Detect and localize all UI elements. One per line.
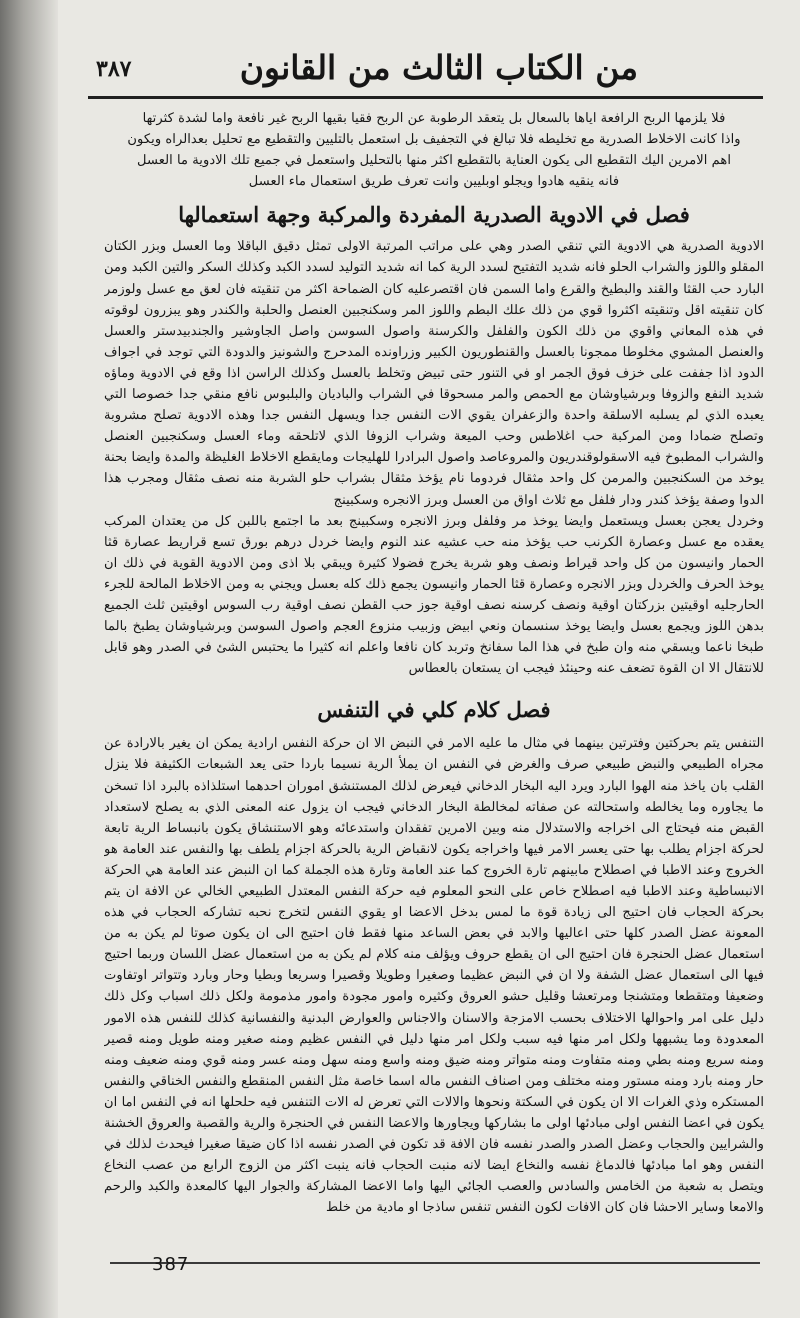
footer-rule [110,1262,760,1264]
page-header [88,46,758,96]
section-paragraph: الادوية الصدرية هي الادوية التي تنقي الصدر وهي على مراتب المرتبة الاولى تمثل دقيق الباقلا وما العسل وبزر الكتان المقلو واللوز والشراب الحلو فانه شديد التفتيح لسدد الرية كما انه شديد التوليد لسدد الكبد وكذلك السكر والتين الكبد ومن البارد حب القثا والقند والبطيخ والقرع واما السمن فان اقتصرعليه كان الضماحة اكثر من تنقيته فان لعق مع عسل ولوزمر كان تنقيته اقل وتنقيته اكثروا قوي من ذلك علك البطم واللوز المر وسكنجبين العنصل والحلبة والكندر وهو يبزرون لوقوته في هذه المعاني واقوي من ذلك الكون والفلفل والكرسنة واصول السوسن واصل الجاوشير والجندبيدستر والعسل والعنصل المشوي مخلوطا ممجونا بالعسل والقنطوريون الكبير وزراونده المدحرج والشونيز والدودة التي توجد في اجواف الدود اذا جففت على خزف فوق الجمر او في التنور حتى تبيض وتخلط بالعسل وكذلك الراسن اذا وقع في الادوية وماؤه شديد النفع والزوفا وبرشياوشان مع الحمص والمر مسحوقا في الشراب والباديان والبلبوس نافع منقي جدا خصوصا التي يعبده الذي لم يسلبه الاسلقة واحدة والزعفران يقوي الات النفس جدا ويسهل النفس جدا وهذه الادوية تصلح مشروبة وتصلح ضمادا ومن المركبة حب اغلاطس وحب الميعة وشراب الزوفا الذي لاتلحقه وماء العسل وسكنجبين العنصل والشراب المطبوخ فيه الاسقولوقندريون والمروعاصد واصول البرادرا للهليجات ومايقطع الاخلاط الغليظة والمدة وايضا بحنة يوخد من السكنجبين والمرمن كل واحد مثقال فردوما نام يؤخذ مثقال بشراب حلو الشربة منه نصف مثقال ومجرب هذا الدوا وصفة يؤخذ كندر ودار فلفل مع ثلاث اواق من العسل وبرز الانجره وسكبينج [104,239,764,508]
binding-gutter-shadow [0,0,58,1318]
page-number-bottom: 387 [152,1254,190,1275]
header-rule [88,96,763,99]
intro-line: اهم الامرين اليك التقطيع الى يكون العناية بالتقطيع اكثر منها بالتحليل واستعمل في جميع تلك الادوية ما العسل [136,153,732,169]
intro-line: واذا كانت الاخلاط الصدرية مع تخليطه فلا تبالغ في التجفيف بل استعمل بالتليين والتقطيع مع تحليل بعدالراه ويكون [127,132,741,148]
section-heading-respiration: فصل كلام كلي في التنفس [317,697,551,723]
section-paragraph: وخردل يعجن بعسل ويستعمل وايضا يوخذ مر وفلفل وبرز الانجره وسكبينج بعد ما اجتمع باللبن كل من يعتدان المركب يعقده مع عسل وعصارة الكرنب حب يؤخذ منه حب عشيه عند النوم وايضا خردل درهم بورق تسع قراريط عصارة قثا الحمار وانيسون من كل واحد قيراط ونصف وهو شربة يخرج فضولا كثيرة ويبقي بلا اذى ومن الادوية القوية في ذلك ان يوخذ الحرف والخردل وبزر الانجره وعصارة قثا الحمار وانيسون يجمع ذلك كله بعسل ويجني به ومن الاخلاط المالحة للجرء الحارجليه اوقيتين بزركتان اوقية ونصف كرسنه نصف اوقية جوز حب القطن نصف اوقية رب السوس اوقيتين ثلث الجميع بدهن اللوز ويجمع بعسل وايضا يوخذ سنسمان ونعي ابيض وزبيب منزوع العجم واصول السوسن وبرشياوشان يطبخ بالما طبخا ناعما ويسقي منه وان طبخ في هذا الما سفانخ وتربد كان نافعا واعلم انه كثيرا ما يحتبس الشئ في الصدر وهو قابل للانتقال الا ان القوة تضعف عنه وحينئذ فيجب ان يستعان بالعطاس [104,513,764,677]
page-number-top: ٣٨٧ [96,56,132,82]
intro-line: فلا يلزمها الربح الرافعة اياها بالسعال بل يتعقد الرطوبة عن الربح فقيا بقيها الربح غير نافعة واما لشدة كثرتها [142,111,726,126]
section-heading-remedies: فصل في الادوية الصدرية المفردة والمركبة وجهة استعمالها [178,202,690,228]
section-paragraph: التنفس يتم بحركتين وفترتين بينهما في مثال ما عليه الامر في النبض الا ان حركة النفس ارادية يمكن ان يغير بالارادة عن مجراه الطبيعي والنبض طبيعي صرف والغرض في النفس ان يملأ الرية نسيما باردا حتى يعد الشبعات الكثيفة فلا ينزل القلب بان ياخذ منه الهوا البارد ويرد اليه البخار الدخاني فيعرض لذلك المستنشق اموران احدهما استلذاذه بالبرد اذا تسخن ما يجاوره وما يخالطه واستحالته عن صفاته لمخالطة البخار الدخاني فيجب ان يزول عنه المعنى الذي به يصلح لاستعداد القبض منه فيحتاج الى اخراجه والاستدلال منه وبين الامرين تفقدان واستدعائه وهو الاستنشاق يكون بانبساط الرية تابعة لحركة اجزام يطلب بها حتى يعسر الامر فيها واخراجه يكون لانقباض الرية بالحركة اجزام يلطف بها والنفس عند العامة هو الخروج وعند الاطبا في اصطلاح مابينهم تارة الخروج كما عند العامة وتارة هذه الجملة كما ان النبض عند العامة هي الحركة الانبساطية وعند الاطبا فيه اصطلاح خاص على النحو المعلوم فيه حركة النفس المعتدل الطبيعي الخالي عن الافة ان يتم بحركة الحجاب فان احتيج الى زيادة قوة ما لمس بدخل الاعضا او يقوي النفس لتخرج نحبه تشاركه الحجاب في هذه المعونة عضل الصدر كلها حتى اعاليها والابد في بعض الساعد منها فقط فان احتيج الى ان يكون صوتا لم يكن به من استعمال عضل الحنجرة فان احتيج الى ان يقطع حروف ويؤلف منه كلام لم يكن به من استعمال عضل اللسان وربما احتيج فيها الى استعمال عضل الشفة ولا ان في النبض عظيما وصغيرا وطويلا وقصيرا وسريعا وبطيا وحار وبارد وتتواتر اوتفاوت وضعيفا ومتقطعا ومتشنجا ومرتعشا وقليل حشو العروق وكثيره وامور مجودة وامور مذمومة ولكل ذلك اسباب وكل ذلك دليل على امر واحوالها الاختلاف بحسب الامزجة والاسنان والاجناس والعوارض البدنية والنفسانية كذلك للنفس هذه الامور المعدودة وما يشبهها ولكل امر منها فيه سبب ولكل امر منها دليل في النفس عظيم ومنه صغير ومنه طويل ومنه قصير ومنه سريع ومنه بطي ومنه متفاوت ومنه متواتر ومنه ضيق ومنه واسع ومنه سهل ومنه عسر ومنه قوي ومنه ضعيف ومنه حار ومنه بارد ومنه مستور ومنه مختلف ومن اصناف النفس ماله اسما خاصة مثل النفس المنقطع والنفس الخناقي والنفس المستكره وذي الغرات الا ان يكون في السكتة ونحوها والالات التي تعرض له الات التنفس فيه حلحلها انه في النفس اما ان يكون في اعضا النفس اولى مبادئها اولى ما بشاركها ويجاورها والاعضا النفس في الحنجرة والرية والقصبة والعروق الخشنة والشرايين والحجاب وعضل الصدر والصدر نفسه فان الافة قد تكون في الصدر نفسه اذا كان ضيقا صغيرا فيحدث لذلك في النفس وهو اما مبادئها فالدماغ نفسه والنخاع ايضا لانه منبت الحجاب فانه ينبت اكثر من الزوج الرابع من عصب النخاع ويتصل به شعبة من الخامس والسادس والعصب الجائي اليها واما الاعضا المشاركة والجوار اليها كالمعدة والكبد والرحم والامعا وساير الاحشا فان كان الافات لكون النفس تنفس ساذجا او مادية من خلط [104,736,764,1216]
intro-line: فانه ينقيه هادوا ويجلو اوبليين وانت تعرف طريق استعمال ماء العسل [248,174,620,190]
running-title: من الكتاب الثالث من القانون [239,48,638,87]
main-text-block [104,108,764,1250]
